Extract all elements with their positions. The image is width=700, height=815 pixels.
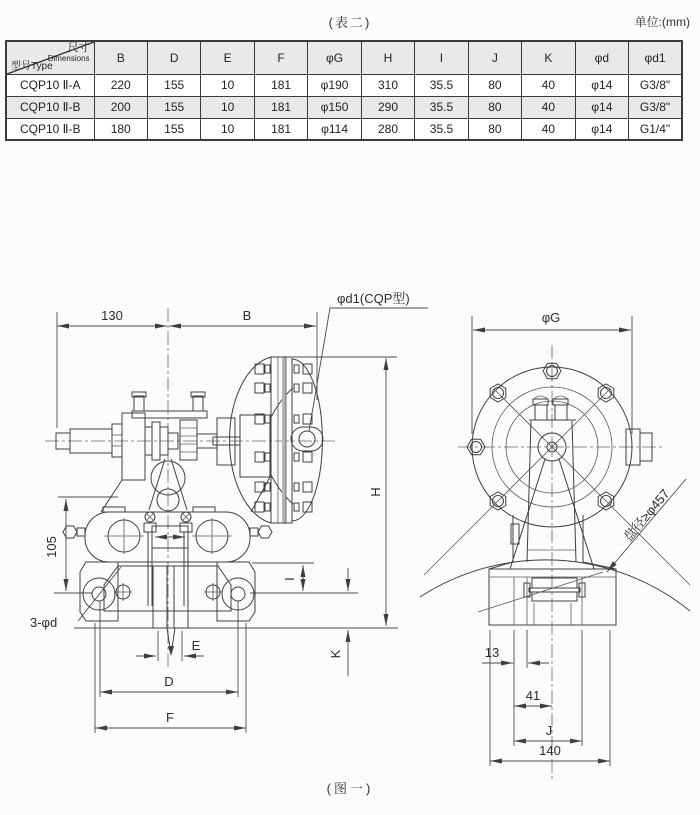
- dim-130-label: 130: [101, 308, 123, 323]
- cell: 10: [201, 118, 254, 140]
- dim-h-label: H: [368, 487, 383, 497]
- holes-label: 3-φd: [30, 615, 58, 630]
- dim-g-label: φG: [541, 310, 561, 325]
- cell: 155: [147, 74, 200, 96]
- disc-diameter-label: 盘径≥φ457: [620, 486, 673, 545]
- cell: 40: [522, 74, 575, 96]
- col-header: I: [415, 41, 468, 74]
- cell: G3/8": [629, 74, 682, 96]
- col-header: J: [468, 41, 521, 74]
- cell: 35.5: [415, 118, 468, 140]
- col-header: B: [94, 41, 147, 74]
- cell: 40: [522, 118, 575, 140]
- header-row: [6, 41, 682, 74]
- cell: 310: [361, 74, 414, 96]
- unit-label: 单位:(mm): [634, 15, 690, 29]
- cell: φ14: [575, 74, 628, 96]
- right-view: [420, 310, 690, 782]
- dim-b-label: B: [242, 308, 252, 323]
- cell: 290: [361, 96, 414, 118]
- col-header: K: [522, 41, 575, 74]
- dim-41-label: 41: [525, 688, 541, 703]
- cell: 180: [94, 118, 147, 140]
- cell: 220: [94, 74, 147, 96]
- col-header: φd: [575, 41, 628, 74]
- model-cell: CQP10 Ⅱ-A: [6, 74, 94, 96]
- cell: 80: [468, 74, 521, 96]
- cell: 80: [468, 118, 521, 140]
- cell: φ150: [308, 96, 361, 118]
- cell: 155: [147, 118, 200, 140]
- figure-caption: (图一): [326, 781, 374, 796]
- cell: 80: [468, 96, 521, 118]
- cell: 280: [361, 118, 414, 140]
- table-row: [6, 96, 682, 118]
- port-size-label: φd1(CQP型): [337, 291, 410, 306]
- cell: 200: [94, 96, 147, 118]
- dimension-table: [5, 40, 683, 141]
- cell: φ14: [575, 96, 628, 118]
- table-row: [6, 118, 682, 140]
- cell: 155: [147, 96, 200, 118]
- cell: 181: [254, 74, 307, 96]
- model-cell: CQP10 Ⅱ-B: [6, 96, 94, 118]
- cell: 40: [522, 96, 575, 118]
- cell: φ114: [308, 118, 361, 140]
- cell: 10: [201, 96, 254, 118]
- col-header: φd1: [629, 41, 682, 74]
- cell: G3/8": [629, 96, 682, 118]
- cell: G1/4": [629, 118, 682, 140]
- col-header: D: [147, 41, 200, 74]
- corner-model: 型号Type: [11, 60, 53, 72]
- dim-i-label: I: [282, 577, 297, 581]
- dim-140-label: 140: [539, 743, 561, 758]
- cell: 181: [254, 96, 307, 118]
- cell: 181: [254, 118, 307, 140]
- cell: 35.5: [415, 74, 468, 96]
- col-header: φG: [308, 41, 361, 74]
- cell: 10: [201, 74, 254, 96]
- corner-cell: [6, 41, 94, 74]
- technical-drawing: [0, 282, 700, 782]
- cell: φ190: [308, 74, 361, 96]
- dim-13-label: 13: [484, 645, 500, 660]
- cell: 35.5: [415, 96, 468, 118]
- dim-j-label: J: [545, 723, 553, 738]
- left-view: [30, 291, 428, 733]
- table-caption: (表二): [328, 15, 372, 30]
- col-header: F: [254, 41, 307, 74]
- col-header: H: [361, 41, 414, 74]
- dim-105-label: 105: [44, 536, 59, 558]
- cell: φ14: [575, 118, 628, 140]
- dim-k-label: K: [328, 649, 343, 659]
- table-row: [6, 74, 682, 96]
- dim-e-label: E: [191, 638, 201, 653]
- dim-f-label: F: [166, 710, 174, 725]
- model-cell: CQP10 Ⅱ-B: [6, 118, 94, 140]
- dim-d-label: D: [164, 674, 174, 689]
- col-header: E: [201, 41, 254, 74]
- corner-dimensions: 尺寸 Dimensions: [47, 42, 90, 63]
